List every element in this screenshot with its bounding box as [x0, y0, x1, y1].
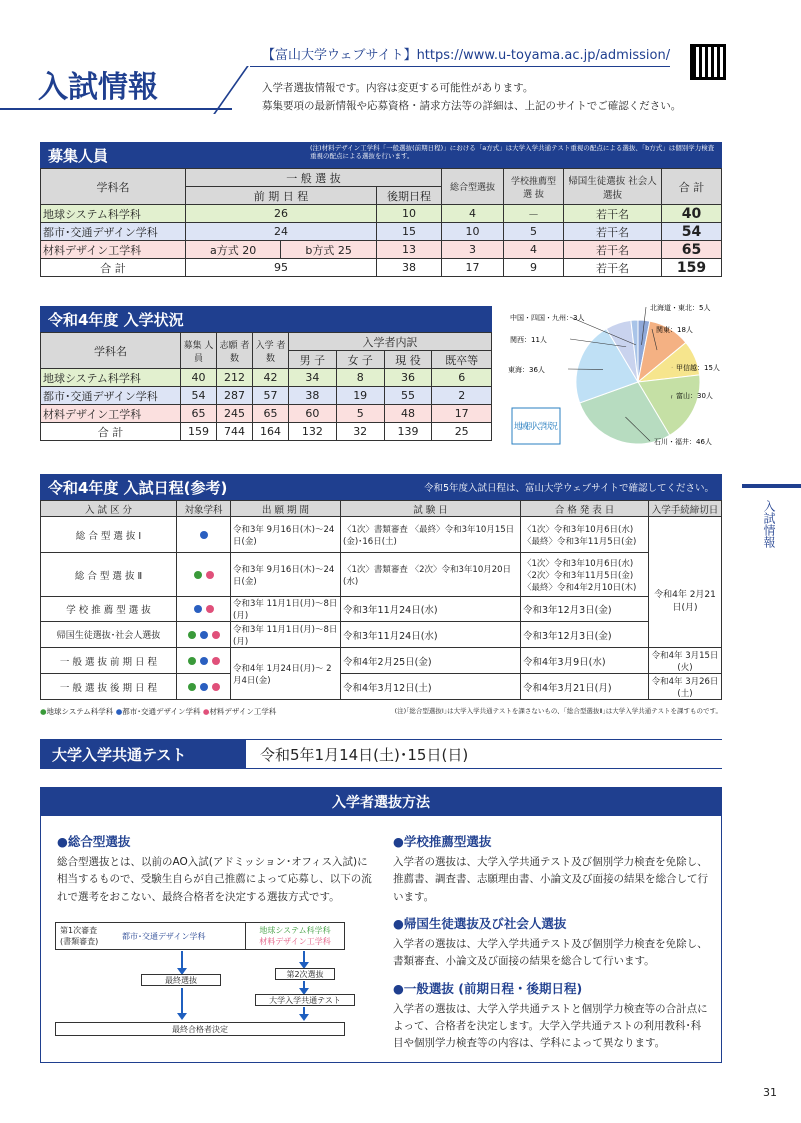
- green-dot-icon: [188, 631, 196, 639]
- methods-title: 入学者選抜方法: [41, 788, 721, 816]
- common-test-date: 令和5年1月14日(土)･15日(日): [246, 739, 722, 769]
- pie-label: 関西：11人: [510, 336, 547, 344]
- h-sogo: 総合型選抜: [442, 169, 504, 205]
- recruit-header: [40, 142, 722, 168]
- school-title: ●学校推薦型選抜: [393, 834, 492, 849]
- general-title: ●一般選抜 (前期日程・後期日程): [393, 980, 583, 996]
- sogo-text: 総合型選抜とは、以前のAO入試(アドミッション･オフィス入試)に相当するもので、受験生自らが自己推薦によって応募し、以下の流れで選考をおこない、最終合格者を決定する選抜方式です。: [57, 856, 372, 903]
- schedule-table: 入 試 区 分 対象学科 出 願 期 間 試 験 日 合 格 発 表 日 入学手続締切日 総 合 型 選 抜 Ⅰ 令和3年 9月16日(木)～24日(金) 〈1次〉書類審査 〈最終〉令和3年10月15日(金)･16日(土) 〈1次〉令和3年10月6日(水) 〈最終〉令和3年11月5日(金) 総 合 型 選 抜 Ⅱ 令和3年 9月16日(木)～24日(金) 〈1次〉書類審査 〈2次〉令和3年10月20日(水) 〈1次〉令和3年10月6日(水) 〈2次〉令和3年11月5日(金) 〈最終〉令和4年2月10日(木) 令和4年 2月21日(月) 学 校 推 薦 型 選 抜 令和3年 11月1日(月)～8日(月) 令和3年11月24日(水) 令和3年12月3日(金) 帰国生徒選抜･社会人選抜 令和3年 11月1日(月)～8日(月) 令和3年11月24日(水) 令和3年12月3日(金) 一 般 選 抜 前 期 日 程 令和4年 1月24日(月)～ 2月4日(金) 令和4年2月25日(金) 令和4年3月9日(水) 令和4年 3月15日(火) 一 般 選 抜 後 期 日 程 令和4年3月12日(土) 令和4年3月21日(月) 令和4年 3月26日(土): [40, 500, 722, 700]
- pie-label: 甲信越：15人: [676, 364, 720, 372]
- general-text: 入学者の選抜は、大学入学共通テストと個別学力検査等の合計点によって、合格者を決定します。大学入学共通テストの利用教科･科目や個別学力検査等の内容は、学科によって異なります。: [393, 1002, 708, 1050]
- pie-title: 地域別入学状況: [514, 422, 558, 432]
- schedule-legend: ●地球システム科学科 ●都市･交通デザイン学科 ●材料デザイン工学科 (注)｢総合型選抜Ⅰ｣は大学入学共通テストを課さないもの、｢総合型選抜Ⅱ｣は大学入学共通テストを課すものです。: [40, 707, 722, 716]
- table-row: 都市･交通デザイン学科 24 15 10 5 若干名 54: [41, 223, 722, 241]
- status-section: [40, 306, 492, 441]
- table-row: 地球システム科学科 40 212 42 34 8 36 6: [41, 369, 492, 387]
- schedule-footnote: (注)｢総合型選抜Ⅰ｣は大学入学共通テストを課さないもの、｢総合型選抜Ⅱ｣は大学入学共通テストを課すものです。: [394, 707, 722, 715]
- title-underline: [0, 108, 232, 110]
- sogo-title: ●総合型選抜: [57, 834, 131, 849]
- blue-dot-icon: [200, 657, 208, 665]
- table-row: 総 合 型 選 抜 Ⅰ 令和3年 9月16日(木)～24日(金) 〈1次〉書類審査 〈最終〉令和3年10月15日(金)･16日(土) 〈1次〉令和3年10月6日(水) 〈最終〉令和3年11月5日(金): [41, 517, 722, 553]
- blue-dot-icon: [200, 683, 208, 691]
- flow-test: 大学入学共通テスト: [255, 994, 355, 1006]
- blue-dot-icon: [200, 631, 208, 639]
- h-kikoku: 帰国生徒選抜 社会人選抜: [564, 169, 662, 205]
- table-row: 帰国生徒選抜･社会人選抜 令和3年 11月1日(月)～8日(月) 令和3年11月24日(水) 令和3年12月3日(金): [41, 622, 722, 648]
- table-row: 合 計 159 744 164 132 32 139 25: [41, 423, 492, 441]
- status-title: 令和4年度 入学状況: [48, 310, 184, 329]
- pie-label: 中国・四国・九州：3人: [510, 314, 585, 322]
- schedule-section: [40, 474, 722, 717]
- green-dot-icon: [188, 657, 196, 665]
- table-row: 地球システム科学科 26 10 4 － 若干名 40: [41, 205, 722, 223]
- pie-label: 富山：30人: [676, 392, 713, 400]
- flow-final: 最終合格者決定: [55, 1022, 345, 1036]
- recruit-note: (注)材料デザイン工学科「一般選抜(前期日程)」における「a方式」は大学入学共通テスト重視の配点による選抜、「b方式」は個別学力検査重視の配点による選抜を行います。: [310, 144, 715, 161]
- school-text: 入学者の選抜は、大学入学共通テスト及び個別学力検査を免除し、推薦書、調査書、志願理由書、小論文及び面接の結果を総合して行います。: [393, 856, 708, 903]
- flow-arrow: [181, 951, 183, 969]
- recruit-section: [40, 142, 722, 277]
- schedule-note: 令和5年度入試日程は、富山大学ウェブサイトで確認してください。: [423, 483, 714, 494]
- side-tab: 入試情報: [762, 500, 776, 548]
- common-test-label: 大学入学共通テスト: [40, 739, 246, 769]
- table-row: 学 校 推 薦 型 選 抜 令和3年 11月1日(月)～8日(月) 令和3年11月24日(水) 令和3年12月3日(金): [41, 597, 722, 622]
- page-title: 入試情報: [38, 70, 158, 105]
- recruit-title: 募集人員: [48, 146, 109, 165]
- pink-dot-icon: [212, 657, 220, 665]
- pink-dot-icon: [212, 683, 220, 691]
- kikoku-text: 入学者の選抜は、大学入学共通テスト及び個別学力検査を免除し、書類審査、小論文及び面接の結果を総合して行います。: [393, 937, 708, 968]
- flow-arrow: [303, 981, 305, 989]
- green-dot-icon: [188, 683, 196, 691]
- flow-second: 第2次選抜: [275, 968, 335, 980]
- flow-first-box: 第1次審査 (書類審査) 都市･交通デザイン学科: [55, 922, 285, 950]
- header-rule: [250, 66, 670, 67]
- qr-code-icon: [690, 44, 726, 80]
- table-row: 一 般 選 抜 後 期 日 程 令和4年3月12日(土) 令和4年3月21日(月) 令和4年 3月26日(土): [41, 674, 722, 700]
- table-row: 合 計 95 38 17 9 若干名 159: [41, 259, 722, 277]
- table-row: 材料デザイン工学科 65 245 65 60 5 48 17: [41, 405, 492, 423]
- pie-label: 石川・福井：46人: [654, 438, 712, 446]
- region-pie-chart: [500, 296, 730, 456]
- kikoku-title: ●帰国生徒選抜及び社会人選抜: [393, 915, 567, 931]
- shared-deadline: 令和4年 2月21日(月): [649, 553, 722, 648]
- blue-dot-icon: [194, 605, 202, 613]
- recruit-table: [40, 168, 722, 277]
- flow-arrow: [181, 988, 183, 1014]
- pink-dot-icon: [212, 631, 220, 639]
- page-number: 31: [763, 1086, 777, 1099]
- website-link[interactable]: 【富山大学ウェブサイト】https://www.u-toyama.ac.jp/admission/: [262, 48, 671, 63]
- pie-label: 北海道・東北：5人: [650, 304, 711, 312]
- methods-section: [40, 787, 722, 1063]
- side-tab-bar: [742, 484, 801, 488]
- flow-arrow: [303, 951, 305, 963]
- flow-diagram: [55, 918, 365, 1048]
- pink-dot-icon: [206, 571, 214, 579]
- pink-dot-icon: [206, 605, 214, 613]
- flow-dept-box: 地球システム科学科 材料デザイン工学科: [245, 922, 345, 950]
- common-test: [40, 739, 722, 769]
- h-general: 一 般 選 抜: [186, 169, 442, 187]
- table-row: 都市･交通デザイン学科 54 287 57 38 19 55 2: [41, 387, 492, 405]
- h-total: 合 計: [662, 169, 722, 205]
- green-dot-icon: [194, 571, 202, 579]
- table-row: 材料デザイン工学科 a方式 20 b方式 25 13 3 4 若干名 65: [41, 241, 722, 259]
- h-school: 学校推薦型 選 抜: [504, 169, 564, 205]
- schedule-header: [40, 474, 722, 500]
- h-early: 前 期 日 程: [186, 187, 377, 205]
- table-row: 一 般 選 抜 前 期 日 程 令和4年 1月24日(月)～ 2月4日(金) 令和4年2月25日(金) 令和4年3月9日(水) 令和4年 3月15日(火): [41, 648, 722, 674]
- h-dept: 学科名: [41, 169, 186, 205]
- flow-arrow: [303, 1007, 305, 1015]
- pie-label: 東海：36人: [508, 366, 545, 374]
- status-table: 学科名 募集 人員 志願 者数 入学 者数 入学者内訳 男 子 女 子 現 役 既卒等 地球システム科学科 40 212 42 34 8 36 6 都市･交通デザイン学科 54 287 57 38 19 55 2 材料デザイン工学科 65 245 65 60 5 48 17 合 計 159 744 164 132 32 139 25: [40, 332, 492, 441]
- intro-text-1: 入学者選抜情報です。内容は変更する可能性があります。: [262, 82, 534, 94]
- status-header: [40, 306, 492, 332]
- title-slash: [213, 66, 249, 114]
- table-row: 総 合 型 選 抜 Ⅱ 令和3年 9月16日(木)～24日(金) 〈1次〉書類審査 〈2次〉令和3年10月20日(水) 〈1次〉令和3年10月6日(水) 〈2次〉令和3年11月5日(金) 〈最終〉令和4年2月10日(木) 令和4年 2月21日(月): [41, 553, 722, 597]
- flow-final-select: 最終選抜: [141, 974, 221, 986]
- schedule-title: 令和4年度 入試日程(参考): [48, 478, 228, 497]
- pie-label: 関東：18人: [656, 326, 693, 334]
- intro-text-2: 募集要項の最新情報や応募資格・請求方法等の詳細は、上記のサイトでご確認ください。: [262, 100, 682, 112]
- h-late: 後期日程: [377, 187, 442, 205]
- blue-dot-icon: [200, 531, 208, 539]
